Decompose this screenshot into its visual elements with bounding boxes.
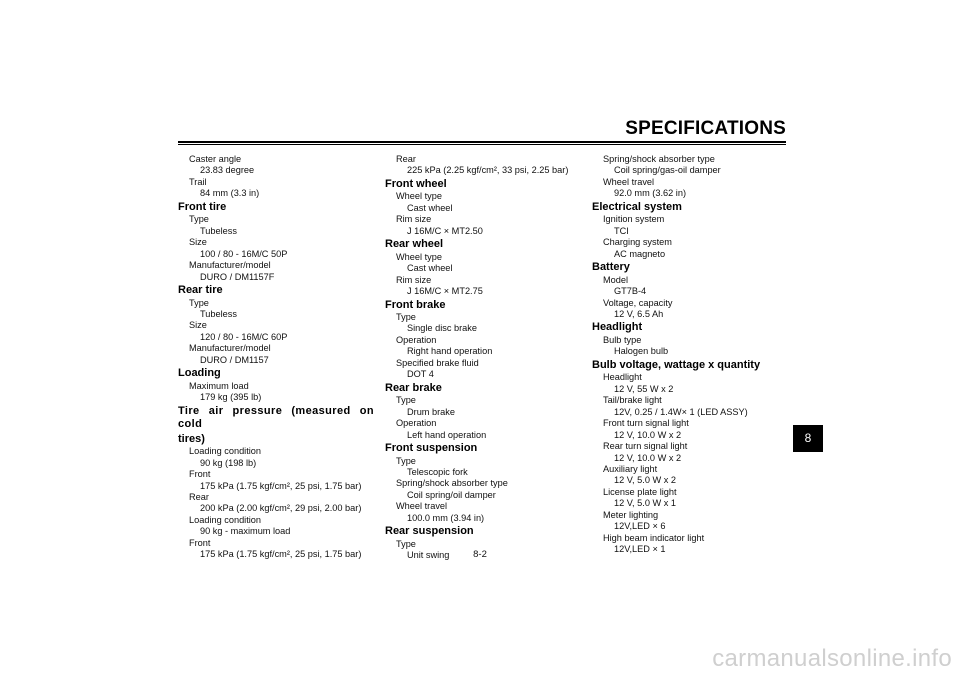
watermark-text: carmanualsonline.info	[712, 645, 952, 672]
section-heading: Rear wheel	[385, 238, 444, 251]
spec-label: Bulb type	[603, 334, 642, 345]
spec-label: Type	[189, 297, 209, 308]
spec-label: Charging system	[603, 237, 672, 248]
spec-label: Front	[189, 469, 211, 480]
section-heading: Electrical system	[592, 200, 682, 213]
spec-value: Unit swing	[407, 550, 450, 561]
section-heading: Front suspension	[385, 442, 478, 455]
spec-value: Coil spring/gas-oil damper	[614, 165, 721, 176]
spec-value: 12 V, 5.0 W x 1	[614, 498, 676, 509]
spec-value: DURO / DM1157	[200, 354, 269, 365]
spec-value: 100.0 mm (3.94 in)	[407, 512, 485, 523]
section-heading: Bulb voltage, wattage x quantity	[592, 358, 761, 371]
spec-label: Spring/shock absorber type	[603, 154, 715, 164]
page-number: 8-2	[473, 549, 487, 560]
page-title: SPECIFICATIONS	[625, 118, 786, 139]
section-heading: Battery	[592, 261, 630, 274]
spec-label: Trail	[189, 176, 207, 187]
spec-value: Right hand operation	[407, 346, 493, 357]
spec-column-1	[178, 154, 374, 561]
title-underline-thin	[178, 144, 786, 145]
spec-value: 179 kg (395 lb)	[200, 392, 262, 403]
spec-label: Size	[189, 237, 207, 248]
spec-label: Auxiliary light	[603, 463, 658, 474]
spec-value: 23.83 degree	[200, 165, 255, 176]
section-heading: Headlight	[592, 321, 643, 334]
spec-label: Rim size	[396, 274, 432, 285]
section-heading: Front brake	[385, 298, 446, 311]
spec-value: DOT 4	[407, 369, 434, 380]
spec-label: Wheel travel	[603, 176, 655, 187]
section-heading: Front tire	[178, 200, 227, 213]
spec-value: Left hand operation	[407, 429, 487, 440]
spec-label: Caster angle	[189, 154, 242, 164]
spec-value: Tubeless	[200, 225, 237, 236]
spec-value: Cast wheel	[407, 202, 453, 213]
spec-label: Wheel travel	[396, 501, 448, 512]
spec-value: Coil spring/oil damper	[407, 489, 496, 500]
spec-value: GT7B-4	[614, 286, 647, 297]
chapter-tab[interactable]: 8	[793, 425, 823, 452]
spec-value: Single disc brake	[407, 323, 477, 334]
title-underline	[178, 141, 786, 143]
spec-label: Maximum load	[189, 380, 249, 391]
spec-value: 92.0 mm (3.62 in)	[614, 188, 686, 199]
spec-label: Rear	[189, 491, 209, 502]
spec-value: J 16M/C × MT2.75	[407, 286, 483, 297]
spec-value: 12 V, 10.0 W x 2	[614, 429, 682, 440]
spec-label: Type	[396, 395, 416, 406]
section-heading: Front wheel	[385, 177, 447, 190]
section-heading: Loading	[178, 367, 221, 380]
spec-label: Type	[396, 455, 416, 466]
spec-label: Tail/brake light	[603, 395, 662, 406]
spec-label: Manufacturer/model	[189, 260, 271, 271]
spec-value: TCI	[614, 225, 629, 236]
section-heading: Rear suspension	[385, 525, 474, 538]
spec-value: Halogen bulb	[614, 346, 669, 357]
spec-label: Size	[189, 320, 207, 331]
section-heading: Rear tire	[178, 284, 223, 297]
spec-label: Operation	[396, 418, 437, 429]
spec-value: 175 kPa (1.75 kgf/cm², 25 psi, 1.75 bar)	[200, 549, 362, 560]
spec-value: Telescopic fork	[407, 467, 468, 478]
spec-label: Meter lighting	[603, 509, 659, 520]
spec-label: Rim size	[396, 214, 432, 225]
spec-label: Loading condition	[189, 514, 262, 525]
spec-value: 84 mm (3.3 in)	[200, 188, 260, 199]
spec-value: 90 kg (198 lb)	[200, 457, 257, 468]
spec-value: J 16M/C × MT2.50	[407, 225, 483, 236]
spec-value: Cast wheel	[407, 263, 453, 274]
spec-label: Front	[189, 537, 211, 548]
spec-value: Tubeless	[200, 308, 237, 319]
spec-label: High beam indicator light	[603, 532, 705, 543]
section-heading: tires)	[178, 432, 205, 445]
spec-label: Headlight	[603, 372, 642, 383]
spec-value: 12 V, 10.0 W x 2	[614, 452, 682, 463]
spec-value: 12V,LED × 1	[614, 544, 666, 555]
spec-value: 12 V, 55 W x 2	[614, 383, 674, 394]
spec-label: Spring/shock absorber type	[396, 478, 508, 489]
spec-label: Manufacturer/model	[189, 343, 271, 354]
spec-value: 120 / 80 - 16M/C 60P	[200, 331, 288, 342]
spec-label: Ignition system	[603, 214, 665, 225]
spec-label: Operation	[396, 334, 437, 345]
spec-value: 200 kPa (2.00 kgf/cm², 29 psi, 2.00 bar)	[200, 503, 362, 514]
spec-value: AC magneto	[614, 248, 666, 259]
section-heading: Rear brake	[385, 381, 442, 394]
spec-value: 12V, 0.25 / 1.4W× 1 (LED ASSY)	[614, 406, 748, 417]
spec-value: 90 kg - maximum load	[200, 526, 291, 537]
spec-label: Type	[396, 312, 416, 323]
spec-label: Wheel type	[396, 191, 442, 202]
spec-value: 12 V, 6.5 Ah	[614, 308, 664, 319]
spec-value: 12V,LED × 6	[614, 521, 666, 532]
spec-label: Type	[189, 214, 209, 225]
spec-label: Wheel type	[396, 251, 442, 262]
spec-label: Model	[603, 274, 629, 285]
spec-value: 175 kPa (1.75 kgf/cm², 25 psi, 1.75 bar)	[200, 480, 362, 491]
spec-label: Voltage, capacity	[603, 297, 673, 308]
spec-value: 12 V, 5.0 W x 2	[614, 475, 676, 486]
spec-column-2	[385, 154, 583, 562]
spec-label: Rear	[396, 154, 416, 164]
spec-value: 100 / 80 - 16M/C 50P	[200, 248, 288, 259]
spec-label: Type	[396, 538, 416, 549]
spec-label: Specified brake fluid	[396, 357, 479, 368]
spec-label: Front turn signal light	[603, 418, 689, 429]
spec-value: Drum brake	[407, 406, 455, 417]
spec-label: License plate light	[603, 486, 677, 497]
spec-value: 225 kPa (2.25 kgf/cm², 33 psi, 2.25 bar)	[407, 165, 569, 176]
spec-column-3	[592, 154, 788, 556]
spec-value: DURO / DM1157F	[200, 271, 275, 282]
spec-label: Loading condition	[189, 446, 262, 457]
spec-label: Rear turn signal light	[603, 441, 688, 452]
section-heading: Tire air pressure (measured on cold	[178, 404, 374, 431]
